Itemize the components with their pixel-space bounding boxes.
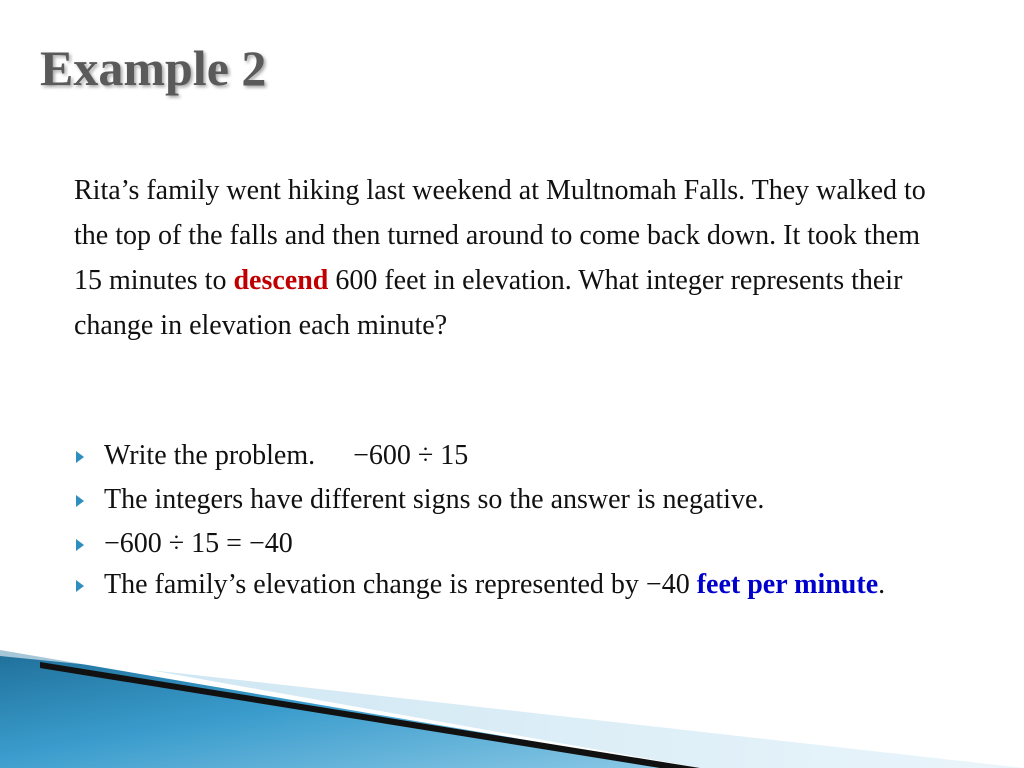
triangle-right-icon: [76, 580, 84, 592]
bullet-text: −600 ÷ 15 = −40: [104, 528, 293, 559]
solution-bullet-list: [74, 434, 974, 604]
list-item: [74, 478, 974, 522]
slide-title: Example 2: [40, 40, 267, 96]
triangle-right-icon: [76, 495, 84, 507]
bullet-text: The integers have different signs so the answer is negative.: [104, 484, 765, 515]
bullet-text: The family’s elevation change is represented by −40: [104, 569, 697, 600]
triangle-right-icon: [76, 451, 84, 463]
paragraph-text-2: 600 feet in elevation. What integer represents their change in elevation each minute?: [74, 265, 903, 341]
list-item: [74, 434, 974, 478]
list-item: [74, 522, 974, 566]
highlight-feet-per-minute: feet per minute: [696, 569, 879, 600]
highlight-descend: descend: [233, 265, 329, 296]
problem-paragraph: [74, 168, 954, 348]
bullet-text-end: .: [878, 569, 886, 600]
decorative-swoosh: [0, 648, 1024, 768]
triangle-right-icon: [76, 539, 84, 551]
bullet-expression: −600 ÷ 15: [353, 440, 469, 471]
list-item: [74, 566, 974, 604]
bullet-text: Write the problem.: [104, 440, 316, 471]
paragraph-text-1: Rita’s family went hiking last weekend at Multnomah Falls. They walked to the top of the falls and then turned around to come back down. It took them 15 minutes to: [74, 175, 926, 296]
